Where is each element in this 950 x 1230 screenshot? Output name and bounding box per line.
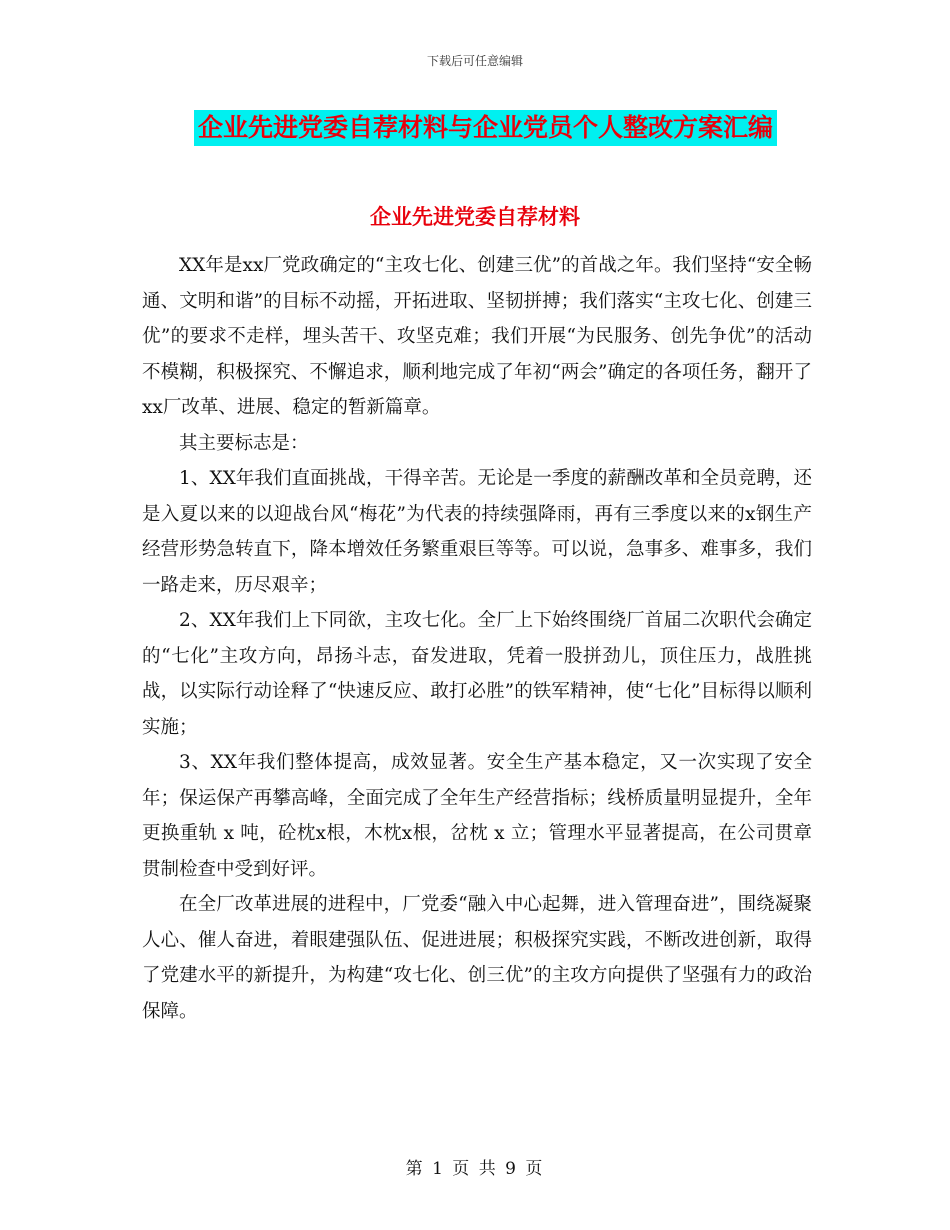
page-header-note: 下载后可任意编辑 <box>426 54 523 68</box>
paragraph-main-signs: 其主要标志是： <box>179 432 309 454</box>
document-body <box>142 248 812 1029</box>
paragraph-intro: XX年是xx厂党政确定的“主攻七化、创建三优”的首战之年。我们坚持“安全畅通、文明和谐”的目标不动摇，开拓进取、坚韧拼搏；我们落实“主攻七化、创建三优”的要求不走样，埋头苦干、攻坚克难；我们开展“为民服务、创先争优”的活动不模糊，积极探究、不懈追求，顺利地完成了年初“两会”确定的各项任务，翻开了xx厂改革、进展、稳定的暂新篇章。 <box>142 255 812 418</box>
paragraph-point-3: 3、XX年我们整体提高，成效显著。安全生产基本稳定，又一次实现了安全年；保运保产再攀高峰，全面完成了全年生产经营指标；线桥质量明显提升，全年更换重轨 x 吨，砼枕x根，木枕x根，岔枕 x 立；管理水平显著提高，在公司贯章贯制检查中受到好评。 <box>142 752 812 880</box>
page-number: 第 1 页 共 9 页 <box>405 1159 545 1179</box>
section-title: 企业先进党委自荐材料 <box>370 204 580 229</box>
document-title: 企业先进党委自荐材料与企业党员个人整改方案汇编 <box>194 110 777 146</box>
paragraph-point-2: 2、XX年我们上下同欲，主攻七化。全厂上下始终围绕厂首届二次职代会确定的“七化”主攻方向，昂扬斗志，奋发进取，凭着一股拼劲儿，顶住压力，战胜挑战，以实际行动诠释了“快速反应、敢打必胜”的铁军精神，使“七化”目标得以顺利实施； <box>142 610 812 738</box>
paragraph-point-1: 1、XX年我们直面挑战，干得辛苦。无论是一季度的薪酬改革和全员竞聘，还是入夏以来的以迎战台风“梅花”为代表的持续强降雨，再有三季度以来的x钢生产经营形势急转直下，降本增效任务繁重艰巨等等。可以说，急事多、难事多，我们一路走来，历尽艰辛； <box>142 468 812 596</box>
paragraph-conclusion: 在全厂改革进展的进程中，厂党委“融入中心起舞，进入管理奋进”，围绕凝聚人心、催人奋进，着眼建强队伍、促进进展；积极探究实践，不断改进创新，取得了党建水平的新提升，为构建“攻七化、创三优”的主攻方向提供了坚强有力的政治保障。 <box>142 894 812 1022</box>
